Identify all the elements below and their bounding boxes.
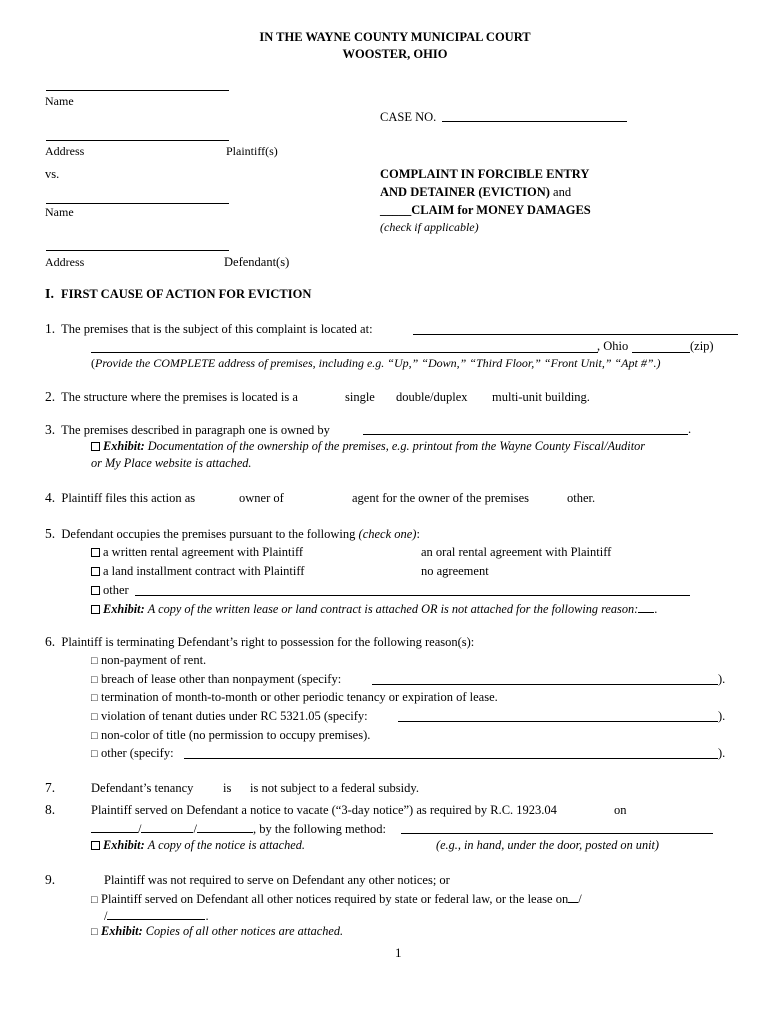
item-4-number: 4.: [45, 490, 56, 505]
item-1-note: (Provide the COMPLETE address of premises, including e.g. “Up,” “Down,” “Third Floor,” “Front Unit,” “Apt #”.): [91, 356, 661, 370]
structure-single-option[interactable]: single: [345, 390, 375, 404]
reason-non-color-title[interactable]: □ non-color of title (no permission to occupy premises).: [91, 728, 371, 742]
occupancy-no-agreement-option[interactable]: no agreement: [421, 564, 489, 578]
filer-agent-option[interactable]: agent for the owner of the premises: [352, 491, 530, 505]
checkbox-icon: □: [91, 748, 98, 760]
checkbox-icon: □: [91, 692, 98, 704]
defendant-name-label: Name: [45, 205, 74, 219]
checkbox-icon: □: [91, 730, 98, 742]
item-7-number: 7.: [45, 780, 56, 795]
item-3-exhibit-cont: or My Place website is attached.: [91, 456, 252, 470]
service-method-examples: (e.g., in hand, under the door, posted on unit): [436, 838, 660, 852]
item-9-no-other-notices[interactable]: Plaintiff was not required to serve on Defendant any other notices; or: [104, 873, 450, 887]
notice-year-line[interactable]: [197, 822, 253, 833]
defendant-address-line[interactable]: [46, 250, 229, 251]
checkbox-icon: □: [91, 711, 98, 723]
reason-nonpayment[interactable]: □ non-payment of rent.: [91, 653, 207, 667]
occupancy-land-contract-option[interactable]: a land installment contract with Plaintiff: [91, 565, 304, 578]
subsidy-is-option[interactable]: is: [223, 781, 232, 795]
exhibit-label: Exhibit:: [101, 924, 143, 938]
notice-exhibit-checkbox[interactable]: [91, 841, 100, 850]
vs-label: vs.: [45, 167, 60, 181]
item-2: [45, 390, 298, 404]
occupancy-other-option[interactable]: other: [91, 584, 129, 597]
defendant-address-label: Address: [45, 255, 85, 269]
other-notices-month-line[interactable]: [568, 892, 578, 903]
ownership-exhibit-checkbox[interactable]: [91, 442, 100, 451]
other-close: ).: [718, 746, 726, 760]
complaint-title-and: and: [549, 185, 572, 199]
item-9-number: 9.: [45, 872, 56, 887]
notice-date: / / , by the following method:: [91, 822, 386, 836]
exhibit-label: Exhibit:: [103, 838, 145, 852]
item-3-text: The premises described in paragraph one is owned by: [61, 423, 330, 437]
other-notices-date-cont: / .: [104, 909, 209, 923]
complaint-title-line3: [380, 204, 591, 217]
structure-multi-unit-option[interactable]: multi-unit building.: [492, 390, 590, 404]
service-method-line[interactable]: [401, 833, 713, 834]
item-1: [45, 322, 373, 336]
item-5-exhibit: Exhibit: A copy of the written lease or land contract is attached OR is not attached for the following reason: .: [91, 602, 657, 615]
reason-other[interactable]: □ other (specify:: [91, 746, 174, 760]
plaintiff-address-label: Address: [45, 144, 85, 158]
premises-address-line-2[interactable]: [91, 352, 598, 353]
item-7-text: Defendant’s tenancy: [91, 781, 194, 795]
complaint-title-line1: COMPLAINT IN FORCIBLE ENTRY: [380, 167, 590, 181]
item-1-number: 1.: [45, 321, 56, 336]
occupancy-written-checkbox: [91, 548, 100, 557]
subsidy-is-not-option[interactable]: is not subject to a federal subsidy.: [250, 781, 419, 795]
occupancy-land-contract-checkbox: [91, 567, 100, 576]
filer-other-option[interactable]: other.: [567, 491, 596, 505]
reason-violation[interactable]: □ violation of tenant duties under RC 5321.05 (specify:: [91, 709, 368, 723]
lease-reason-line[interactable]: [638, 602, 654, 613]
item-6-text: Plaintiff is terminating Defendant’s right to possession for the following reason(s):: [61, 635, 475, 649]
zip-label: (zip): [690, 339, 714, 353]
item-3-exhibit: Exhibit: Documentation of the ownership of the premises, e.g. printout from the Wayne County Fiscal/Auditor: [91, 440, 645, 452]
structure-duplex-option[interactable]: double/duplex: [396, 390, 468, 404]
zip-line[interactable]: [632, 352, 690, 353]
occupancy-oral-option[interactable]: an oral rental agreement with Plaintiff: [421, 545, 612, 559]
violation-close: ).: [718, 709, 726, 723]
defendant-label: Defendant(s): [224, 255, 290, 269]
item-3-period: .: [688, 422, 692, 436]
court-title: IN THE WAYNE COUNTY MUNICIPAL COURT: [259, 30, 531, 44]
item-3: [45, 423, 330, 437]
item-9-other-notices[interactable]: □ Plaintiff served on Defendant all other notices required by state or federal law, or the lease on /: [91, 892, 582, 906]
other-notices-year-line[interactable]: [107, 909, 205, 920]
ohio-label: , Ohio: [597, 339, 629, 353]
page-number: 1: [395, 945, 402, 960]
item-5-text: Defendant occupies the premises pursuant to the following: [61, 527, 356, 541]
premises-address-line-1[interactable]: [413, 334, 738, 335]
lease-exhibit-checkbox[interactable]: [91, 605, 100, 614]
checkbox-icon: □: [91, 674, 98, 686]
notice-day-line[interactable]: [141, 822, 193, 833]
complaint-title-eviction: AND DETAINER (EVICTION): [380, 185, 550, 199]
check-if-applicable-note: (check if applicable): [380, 220, 479, 234]
complaint-title-line2: [380, 186, 571, 199]
item-4-text: Plaintiff files this action as: [61, 491, 196, 505]
item-8-number: 8.: [45, 802, 56, 817]
money-damages-label: CLAIM for MONEY DAMAGES: [411, 203, 591, 217]
item-9-exhibit: □ Exhibit: Copies of all other notices are attached.: [91, 924, 344, 938]
owner-line[interactable]: [363, 434, 688, 435]
item-6: [45, 635, 474, 649]
exhibit-label: Exhibit:: [103, 439, 145, 453]
breach-specify-line[interactable]: [372, 684, 718, 685]
court-city: WOOSTER, OHIO: [342, 47, 448, 61]
notice-month-line[interactable]: [91, 822, 138, 833]
item-8-on: on: [614, 803, 627, 817]
defendant-name-line[interactable]: [46, 203, 229, 204]
violation-specify-line[interactable]: [398, 721, 718, 722]
occupancy-written-option[interactable]: a written rental agreement with Plaintiff: [91, 546, 303, 559]
item-2-number: 2.: [45, 389, 56, 404]
plaintiff-name-line[interactable]: [46, 90, 229, 91]
item-6-number: 6.: [45, 634, 56, 649]
case-no-line[interactable]: [442, 121, 627, 122]
item-1-text: The premises that is the subject of this complaint is located at:: [61, 322, 373, 336]
reason-breach[interactable]: □ breach of lease other than nonpayment (specify:: [91, 672, 342, 686]
check-one-note: (check one): [358, 527, 417, 541]
item-3-number: 3.: [45, 422, 56, 437]
item-4: [45, 491, 195, 505]
item-8-text: Plaintiff served on Defendant a notice to vacate (“3-day notice”) as required by R.C. 1923.04: [91, 803, 557, 817]
section-1-roman: I.: [45, 287, 54, 302]
section-1-title: FIRST CAUSE OF ACTION FOR EVICTION: [60, 287, 312, 301]
occupancy-other-checkbox: [91, 586, 100, 595]
exhibit-label: Exhibit:: [103, 602, 145, 616]
section-1-heading: [45, 288, 311, 302]
item-8-exhibit: Exhibit: A copy of the notice is attached.: [91, 839, 305, 851]
breach-close: ).: [718, 672, 726, 686]
filer-owner-option[interactable]: owner of: [239, 491, 284, 505]
checkbox-icon[interactable]: □: [91, 926, 98, 938]
plaintiff-name-label: Name: [45, 94, 74, 108]
checkbox-icon: □: [91, 655, 98, 667]
item-5-number: 5.: [45, 526, 56, 541]
checkbox-icon: □: [91, 894, 98, 906]
occupancy-other-line[interactable]: [135, 595, 690, 596]
reason-termination[interactable]: □ termination of month-to-month or other periodic tenancy or expiration of lease.: [91, 690, 498, 704]
money-damages-check-blank[interactable]: _____: [380, 203, 412, 217]
plaintiff-label: Plaintiff(s): [226, 144, 278, 158]
plaintiff-address-line[interactable]: [46, 140, 229, 141]
item-5: 5. Defendant occupies the premises pursuant to the following (check one):: [45, 526, 420, 541]
case-no-label: CASE NO.: [380, 110, 437, 124]
item-2-text: The structure where the premises is located is a: [61, 390, 298, 404]
other-specify-line[interactable]: [184, 758, 718, 759]
